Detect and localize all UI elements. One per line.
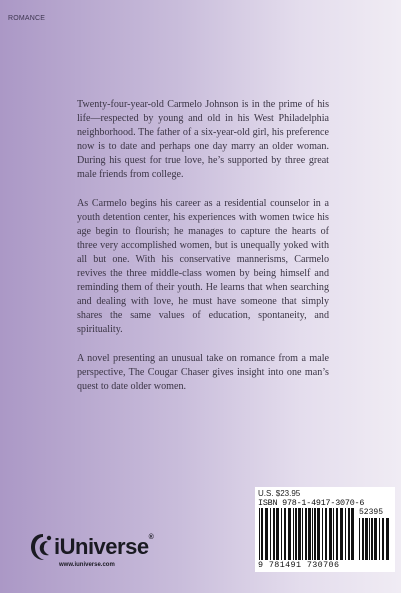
barcode-bar bbox=[333, 508, 334, 560]
barcode-bar bbox=[284, 508, 286, 560]
barcode-bar bbox=[348, 508, 350, 560]
barcode-bar bbox=[382, 518, 384, 560]
barcode-bar bbox=[312, 508, 313, 560]
barcode-panel bbox=[255, 487, 395, 572]
barcode-bar bbox=[386, 518, 389, 560]
barcode-bar bbox=[302, 508, 303, 560]
barcode-bar bbox=[293, 508, 294, 560]
barcode-bar bbox=[322, 508, 323, 560]
barcode-bar bbox=[329, 508, 332, 560]
barcode-bar bbox=[305, 508, 307, 560]
blurb-paragraph-1: Twenty-four-year-old Carmelo Johnson is in the prime of his life—respected by young and old in his West Philadelphia neighborhood. The father of a six-year-old girl, his preference now is to date and perhaps one day marry an older woman. During his quest for true love, he’s supported by three great male friends from college. bbox=[77, 99, 329, 181]
barcode-bar bbox=[362, 518, 364, 560]
barcode-bar bbox=[369, 518, 370, 560]
barcode-bar bbox=[379, 518, 380, 560]
blurb-paragraph-2: As Carmelo begins his career as a residential counselor in a youth detention center, his experiences with women twice his age begin to flourish; he manages to capture the hearts of three very accomplished women, but is unequally yoked with all but one. With his conservative mannerisms, Carmelo revives the three middle-class women by being himself and reminding them of their youth. He learns that when searching and dealing with love, he must have someone that simply shares the same values of education, spontaneity, and spirituality. bbox=[77, 197, 329, 336]
barcode-bar bbox=[308, 508, 311, 560]
barcode-bar bbox=[281, 508, 282, 560]
barcode-bar bbox=[371, 518, 373, 560]
barcode-bar bbox=[298, 508, 301, 560]
barcode-digits: 9 781491 730706 bbox=[258, 560, 340, 570]
barcode-bar bbox=[325, 508, 327, 560]
barcode-bar bbox=[340, 508, 343, 560]
barcode-bar bbox=[273, 508, 275, 560]
barcode-bar bbox=[336, 508, 338, 560]
barcode-bar bbox=[261, 508, 263, 560]
barcode-bar bbox=[359, 518, 360, 560]
barcode-bar bbox=[314, 508, 316, 560]
back-cover-blurb bbox=[77, 98, 329, 408]
barcode-bar bbox=[345, 508, 346, 560]
barcode-bar bbox=[265, 508, 268, 560]
barcode-bar bbox=[276, 508, 279, 560]
barcode-bar bbox=[270, 508, 271, 560]
barcode-bar bbox=[259, 508, 260, 560]
publisher-wordmark: iUniverse bbox=[54, 534, 149, 559]
price-code: 52395 bbox=[359, 508, 384, 517]
barcode-bar bbox=[317, 508, 320, 560]
iuniverse-swirl-icon bbox=[30, 532, 56, 562]
trademark-symbol: ® bbox=[148, 534, 154, 541]
barcode-bar bbox=[295, 508, 297, 560]
publisher-name bbox=[54, 534, 153, 560]
barcode-bar bbox=[351, 508, 354, 560]
barcode-bar bbox=[374, 518, 377, 560]
blurb-paragraph-3: A novel presenting an unusual take on romance from a male perspective, The Cougar Chaser gives insight into one man’s quest to date older women. bbox=[77, 352, 329, 392]
price-label: U.S. $23.95 bbox=[258, 489, 301, 498]
barcode-bar bbox=[288, 508, 291, 560]
barcode-bar bbox=[365, 518, 368, 560]
ean-barcode bbox=[259, 508, 355, 560]
price-barcode bbox=[359, 518, 391, 560]
isbn-number: ISBN 978-1-4917-3070-6 bbox=[258, 498, 365, 508]
publisher-website: www.iuniverse.com bbox=[59, 562, 115, 568]
genre-label: ROMANCE bbox=[8, 15, 46, 22]
publisher-logo bbox=[30, 532, 170, 582]
